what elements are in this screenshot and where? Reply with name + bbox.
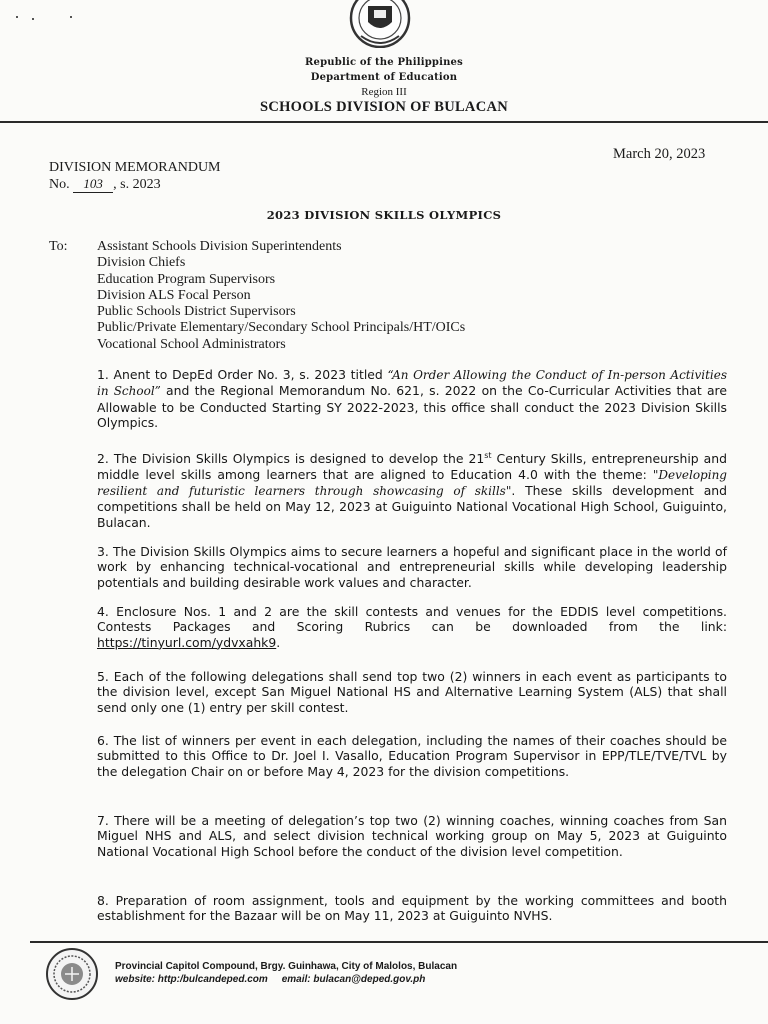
letterhead-division: SCHOOLS DIVISION OF BULACAN	[259, 99, 509, 115]
paragraph-3: 3. The Division Skills Olympics aims to secure learners a hopeful and significant place in the world of work by enhancing technical-vocational and entrepreneurial skills while developing leadership potentials and building desirable work values and character.	[97, 544, 727, 590]
paragraph-2-superscript: st	[484, 451, 492, 460]
letterhead-region: Region III	[361, 86, 407, 98]
memo-date: March 20, 2023	[613, 146, 706, 162]
memo-series: , s. 2023	[113, 177, 161, 192]
paragraph-1-text-a: 1. Anent to DepEd Order No. 3, s. 2023 titled	[97, 367, 388, 382]
paragraph-4-text-a: 4. Enclosure Nos. 1 and 2 are the skill contests and venues for the EDDIS level competitions. Contests Packages and Scoring Rubrics can be downloaded from the link:	[97, 604, 727, 635]
memo-no-prefix: No.	[49, 177, 70, 192]
recipient-item: Education Program Supervisors	[97, 271, 276, 287]
recipient-item: Division ALS Focal Person	[97, 287, 251, 303]
memo-title: 2023 DIVISION SKILLS OLYMPICS	[266, 208, 502, 222]
to-label: To:	[49, 239, 68, 254]
paragraph-2-text-c: . These skills development and competitions shall be held on May 12, 2023 at Guiguinto National Vocational High School, Guiguinto, Bulacan.	[97, 482, 728, 530]
paragraph-1-order-title: “An Order Allowing the Conduct of In-person Activities in School”	[97, 368, 727, 399]
download-link[interactable]: https://tinyurl.com/ydvxahk9	[97, 634, 277, 650]
paragraph-2	[97, 448, 727, 530]
paragraph-1-text-b: and the Regional Memorandum No. 621, s. 2022 on the Co-Curricular Activities that are Allowable to be Conducted Starting SY 2022-2023, this office shall conduct the 2023 Division Skills Olympics.	[97, 383, 727, 431]
paragraph-2-text-a: 2. The Division Skills Olympics is designed to develop the 21	[97, 451, 485, 467]
recipient-item: Vocational School Administrators	[97, 336, 286, 352]
letterhead-department: Department of Education	[310, 72, 458, 83]
paragraph-5: 5. Each of the following delegations shall send top two (2) winners in each event as participants to the division level, except San Miguel National HS and Alternative Learning System (ALS) that shall send only one (1) entry per skill contest.	[97, 669, 727, 715]
footer-address: Provincial Capitol Compound, Brgy. Guinhawa, City of Malolos, Bulacan	[115, 961, 458, 972]
paragraph-1	[97, 367, 727, 431]
memo-number-line	[49, 175, 161, 193]
footer-email: email: bulacan@deped.gov.ph	[281, 974, 426, 985]
scan-speck	[16, 16, 18, 18]
header-divider	[0, 121, 768, 123]
memo-number: 103	[73, 175, 113, 193]
paragraph-8: 8. Preparation of room assignment, tools and equipment by the working committees and booth establishment for the Bazaar will be on May 11, 2023 at Guiguinto NVHS.	[97, 893, 727, 924]
paragraph-2-theme: "Developing resilient and futuristic learners through showcasing of skills"	[97, 467, 727, 498]
footer-divider	[30, 941, 768, 943]
recipient-item: Public Schools District Supervisors	[97, 304, 296, 320]
recipient-item: Assistant Schools Division Superintendents	[97, 239, 342, 254]
paragraph-7: 7. There will be a meeting of delegation’s top two (2) winning coaches, winning coaches from San Miguel NHS and ALS, and select division technical working group on May 5, 2023 at Guiguinto National Vocational High School before the conduct of the division level competition.	[97, 813, 727, 859]
division-seal-icon	[45, 947, 99, 1001]
scan-speck	[70, 16, 72, 18]
deped-seal-icon	[341, 0, 419, 48]
footer-website: website: http:/bulcandeped.com	[115, 974, 268, 985]
footer-contact	[115, 974, 425, 985]
paragraph-2-text-b: Century Skills, entrepreneurship and middle level skills among learners that are aligned to Education 4.0 with the theme:	[97, 451, 727, 482]
recipient-list	[97, 239, 465, 353]
paragraph-4-text-b: .	[276, 634, 281, 650]
letterhead-republic: Republic of the Philippines	[305, 57, 463, 68]
scan-speck	[32, 18, 34, 20]
recipient-item: Division Chiefs	[97, 255, 186, 271]
paragraph-6: 6. The list of winners per event in each delegation, including the names of their coaches should be submitted to this Office to Dr. Joel I. Vasallo, Education Program Supervisor in EPP/TLE/TVE/TVL by the delegation Chair on or before May 4, 2023 for the division competitions.	[97, 733, 727, 779]
recipient-item: Public/Private Elementary/Secondary School Principals/HT/OICs	[97, 320, 466, 336]
paragraph-4	[97, 604, 727, 650]
memo-type: DIVISION MEMORANDUM	[49, 160, 221, 175]
